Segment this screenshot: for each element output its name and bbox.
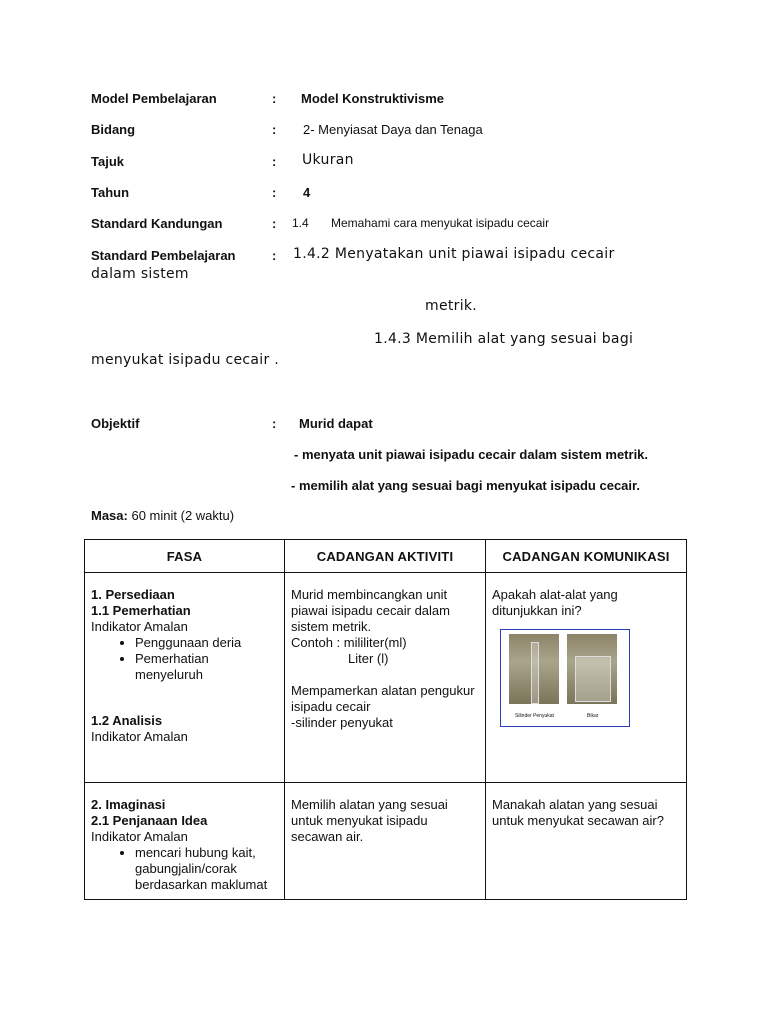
masa-value: 60 minit (2 waktu) [131, 508, 235, 523]
list-item: • mencari hubung kait, gabungjalin/corak berdasarkan maklumat [135, 845, 278, 893]
colon: : [272, 416, 277, 431]
fasa-cell [85, 573, 285, 783]
tahun-label: Tahun [91, 185, 130, 200]
header-cadangan-aktiviti: CADANGAN AKTIVITI [285, 540, 486, 573]
komunikasi-cell [486, 783, 687, 900]
list-item: • Penggunaan deria [135, 635, 278, 651]
colon: : [272, 216, 277, 231]
table-row [85, 783, 687, 900]
header-fasa: FASA [85, 540, 285, 573]
standard-kandungan-label: Standard Kandungan [91, 216, 223, 231]
indicator-list [91, 845, 278, 893]
subphase-title: 1.2 Analisis [91, 713, 163, 728]
colon: : [272, 185, 277, 200]
standard-kandungan-text: Memahami cara menyukat isipadu cecair [331, 216, 550, 230]
standard-pembelajaran-line3: metrik. [425, 298, 478, 314]
bidang-value: 2- Menyiasat Daya dan Tenaga [303, 122, 483, 137]
objektif-item-2: - memilih alat yang sesuai bagi menyukat isipadu cecair. [291, 478, 640, 493]
figure-caption: Bikar [587, 713, 599, 719]
communication-text: Manakah alatan yang sesuai untuk menyukat secawan air? [492, 797, 664, 828]
standard-pembelajaran-line4: 1.4.3 Memilih alat yang sesuai bagi [374, 331, 634, 347]
indicator-label: Indikator Amalan [91, 729, 188, 744]
bidang-label: Bidang [91, 122, 136, 137]
measuring-cylinder-photo [509, 634, 559, 704]
standard-pembelajaran-line2: dalam sistem [91, 266, 189, 282]
activity-text: Mempamerkan alatan pengukur isipadu cecair [291, 683, 475, 714]
activity-text: -silinder penyukat [291, 715, 393, 730]
tahun-value: 4 [303, 185, 311, 200]
lesson-plan-table [84, 539, 687, 900]
activity-text: Memilih alatan yang sesuai untuk menyukat isipadu secawan air. [291, 797, 448, 844]
komunikasi-cell [486, 573, 687, 783]
masa-label: Masa: [91, 508, 128, 523]
tajuk-value: Ukuran [302, 152, 354, 168]
indicator-list [91, 635, 278, 683]
standard-pembelajaran-line5: menyukat isipadu cecair . [91, 352, 280, 368]
standard-pembelajaran-line1: 1.4.2 Menyatakan unit piawai isipadu cecair [293, 246, 615, 262]
activity-example: Contoh : mililiter(ml) [291, 635, 407, 650]
aktiviti-cell [285, 573, 486, 783]
fasa-cell [85, 783, 285, 900]
list-item: • Pemerhatian menyeluruh [135, 651, 278, 683]
colon: : [272, 248, 277, 263]
activity-text: Murid membincangkan unit piawai isipadu cecair dalam sistem metrik. [291, 587, 450, 634]
objektif-item-1: - menyata unit piawai isipadu cecair dalam sistem metrik. [294, 447, 649, 462]
colon: : [272, 91, 277, 106]
phase-title: 1. Persediaan [91, 587, 175, 602]
indicator-label: Indikator Amalan [91, 829, 188, 844]
subphase-title: 2.1 Penjanaan Idea [91, 813, 208, 828]
colon: : [272, 154, 277, 169]
phase-title: 2. Imaginasi [91, 797, 166, 812]
aktiviti-cell [285, 783, 486, 900]
beaker-photo [567, 634, 617, 704]
colon: : [272, 122, 277, 137]
activity-example-2: Liter (l) [348, 651, 389, 666]
table-row [85, 573, 687, 783]
objektif-label: Objektif [91, 416, 140, 431]
apparatus-figure [500, 629, 630, 727]
subphase-title: 1.1 Pemerhatian [91, 603, 191, 618]
objektif-intro: Murid dapat [299, 416, 373, 431]
model-label: Model Pembelajaran [91, 91, 217, 106]
standard-pembelajaran-label: Standard Pembelajaran [91, 248, 236, 263]
indicator-label: Indikator Amalan [91, 619, 188, 634]
masa-line [91, 508, 234, 523]
standard-kandungan-number: 1.4 [292, 216, 309, 230]
model-value: Model Konstruktivisme [301, 91, 445, 106]
tajuk-label: Tajuk [91, 154, 124, 169]
table-header-row [85, 540, 687, 573]
figure-caption: Silinder Penyukat [515, 713, 554, 719]
header-cadangan-komunikasi: CADANGAN KOMUNIKASI [486, 540, 687, 573]
communication-text: Apakah alat-alat yang ditunjukkan ini? [492, 587, 618, 618]
